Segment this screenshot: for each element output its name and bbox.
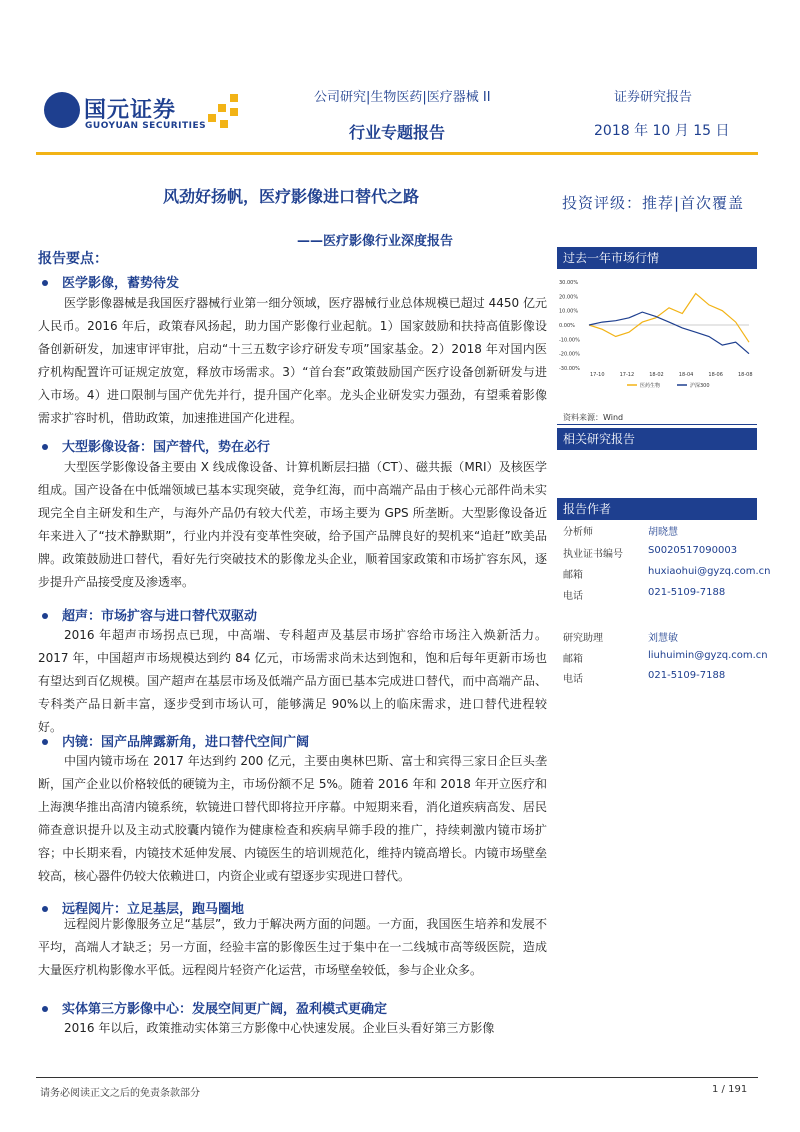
market-heading: 过去一年市场行情 xyxy=(557,247,757,269)
assistant-role: 研究助理 xyxy=(563,633,603,644)
bullet-icon xyxy=(42,906,48,912)
chart-source: 资料来源：Wind xyxy=(563,413,624,422)
footer-divider xyxy=(36,1077,758,1078)
section-heading: 内镜：国产品牌露新角，进口替代空间广阔 xyxy=(38,731,309,750)
assistant-email[interactable]: liuhuimin@gyzq.com.cn xyxy=(648,650,768,661)
legend-label: 沪深300 xyxy=(690,383,710,389)
cert-number: S0020517090003 xyxy=(648,545,738,556)
x-tick-label: 18-04 xyxy=(678,372,694,378)
author-heading: 报告作者 xyxy=(557,498,757,520)
section-heading: 实体第三方影像中心：发展空间更广阔，盈利模式更确定 xyxy=(38,998,387,1017)
report-category: 公司研究|生物医药|医疗器械 II xyxy=(314,90,491,105)
analyst-name: 胡晓慧 xyxy=(648,527,678,538)
section-heading: 大型影像设备：国产替代，势在必行 xyxy=(38,436,270,455)
x-tick-label: 17-10 xyxy=(590,372,605,378)
email-label: 邮箱 xyxy=(563,570,583,581)
series-line xyxy=(589,294,749,343)
section-text: 2016 年以后，政策推动实体第三方影像中心快速发展。企业巨头看好第三方影像 xyxy=(64,1021,495,1035)
report-type: 证券研究报告 xyxy=(614,90,693,105)
divider xyxy=(557,424,757,425)
section-text: 2016 年超声市场拐点已现，中高端、专科超声及基层市场扩容给市场注入焕新活力。2017 年，中国超声市场规模达到约 84 亿元，市场需求尚未达到饱和，饱和后每年更新市场也有望达到百亿规模。国产超声在基层市场及低端产品方面已基本完成进口替代，而中高端产品、专科类产品日新丰富，逐步受到市场认可，能够满足 90%以上的临床需求，进口替代进程较好。 xyxy=(38,628,547,734)
assistant-phone: 021-5109-7188 xyxy=(648,670,726,681)
logo-text-cn: 国元证券 xyxy=(84,98,177,123)
logo-text-en: GUOYUAN SECURITIES xyxy=(85,121,207,131)
y-tick-label: 10.00% xyxy=(559,308,579,315)
analyst-phone: 021-5109-7188 xyxy=(648,587,726,598)
y-tick-label: -10.00% xyxy=(559,337,580,344)
section-heading: 远程阅片：立足基层，跑马圈地 xyxy=(38,898,244,917)
section-text: 中国内镜市场在 2017 年达到约 200 亿元，主要由奥林巴斯、富士和宾得三家日企巨头垄断，国产企业以价格较低的硬镜为主，市场份额不足 5%。随着 2016 年和 2018 年开立医疗和上海澳华推出高清内镜系统，软镜进口替代即将拉开序幕。中短期来看，消化道疾病高发、居民筛查意识提升以及主动式胶囊内镜作为健康检查和疾病早筛手段的推广，持续刺激内镜市场扩容；中长期来看，内镜技术延伸发展、内镜医生的培训规范化，维持内镜高增长。内镜市场壁垒较高，核心器件仍较大依赖进口，内资企业或有望逐步实现进口替代。 xyxy=(38,754,547,883)
summary-heading: 报告要点： xyxy=(38,251,108,267)
bullet-icon xyxy=(42,1006,48,1012)
y-tick-label: 0.00% xyxy=(559,323,575,329)
report-title: 行业专题报告 xyxy=(349,123,446,142)
x-tick-label: 18-08 xyxy=(738,372,753,378)
y-tick-label: -20.00% xyxy=(559,351,580,358)
y-tick-label: 30.00% xyxy=(559,280,579,286)
bullet-icon xyxy=(42,739,48,745)
y-tick-label: -30.00% xyxy=(559,366,580,372)
x-tick-label: 18-02 xyxy=(649,372,664,378)
series-line xyxy=(589,312,749,354)
bullet-icon xyxy=(42,444,48,450)
logo-mark-icon xyxy=(44,92,80,128)
section-text: 远程阅片影像服务立足“基层”，致力于解决两方面的问题。一方面，我国医生培养和发展不平均，高端人才缺乏；另一方面，经验丰富的影像医生过于集中在一二线城市高等级医院，造成大量医疗机构影像水平低。远程阅片轻资产化运营，市场壁垒较低，参与企业众多。 xyxy=(38,917,547,977)
phone-label: 电话 xyxy=(563,674,583,685)
analyst-role: 分析师 xyxy=(563,527,593,538)
investment-rating: 投资评级：推荐|首次覆盖 xyxy=(562,194,745,212)
email-label: 邮箱 xyxy=(563,654,583,665)
assistant-name: 刘慧敏 xyxy=(648,633,678,644)
sub-title: ——医疗影像行业深度报告 xyxy=(297,234,454,249)
analyst-email[interactable]: huxiaohui@gyzq.com.cn xyxy=(648,566,771,577)
x-tick-label: 17-12 xyxy=(619,372,635,378)
legend-label: 医药生物 xyxy=(640,383,661,389)
section-text: 医学影像器械是我国医疗器械行业第一细分领域，医疗器械行业总体规模已超过 4450 亿元人民币。2016 年后，政策春风扬起，助力国产影像行业起航。1）国家鼓励和扶持高值影像设备创新研发，加速审评审批，启动“十三五数字诊疗研发专项”国家基金。2）2018 年对国内医疗机构配置许可证规定放宽，释放市场需求。3）“首台套”政策鼓励国产医疗设备创新研发与进入市场。4）进口限制与国产优先并行，提升国产化率。龙头企业研发实力强劲，有望乘着影像需求扩容时机，借助政策，加速推进国产化进程。 xyxy=(38,296,547,425)
bullet-icon xyxy=(42,613,48,619)
cert-label: 执业证书编号 xyxy=(563,549,623,560)
section-heading: 超声：市场扩容与进口替代双驱动 xyxy=(38,605,257,624)
y-tick-label: 20.00% xyxy=(559,294,579,301)
main-title: 风劲好扬帆，医疗影像进口替代之路 xyxy=(163,187,420,206)
header-divider xyxy=(36,152,758,155)
x-tick-label: 18-06 xyxy=(708,372,723,378)
related-reports-heading: 相关研究报告 xyxy=(557,428,757,450)
bullet-icon xyxy=(42,280,48,286)
report-date: 2018 年 10 月 15 日 xyxy=(594,123,730,139)
logo-squares-icon xyxy=(200,94,248,132)
section-heading: 医学影像，蓄势待发 xyxy=(38,272,179,291)
phone-label: 电话 xyxy=(563,591,583,602)
market-chart xyxy=(557,272,757,412)
page-number: 1 / 191 xyxy=(712,1084,748,1095)
section-text: 大型医学影像设备主要由 X 线成像设备、计算机断层扫描（CT）、磁共振（MRI）及核医学组成。国产设备在中低端领域已基本实现突破，竞争红海，而中高端产品由于核心元部件尚未实现完全自主研发和生产，与海外产品仍有较大代差，市场主要为 GPS 所垄断。大型影像设备近年来进入了“技术静默期”，行业内并没有变革性突破，给予国产品牌良好的契机来“追赶”欧美品牌。政策鼓励进口替代，看好先行突破技术的影像龙头企业，顺着国家政策和市场扩容东风，逐步提升产品接受度及渗透率。 xyxy=(38,460,547,589)
footer-disclaimer: 请务必阅读正文之后的免责条款部分 xyxy=(40,1088,200,1099)
